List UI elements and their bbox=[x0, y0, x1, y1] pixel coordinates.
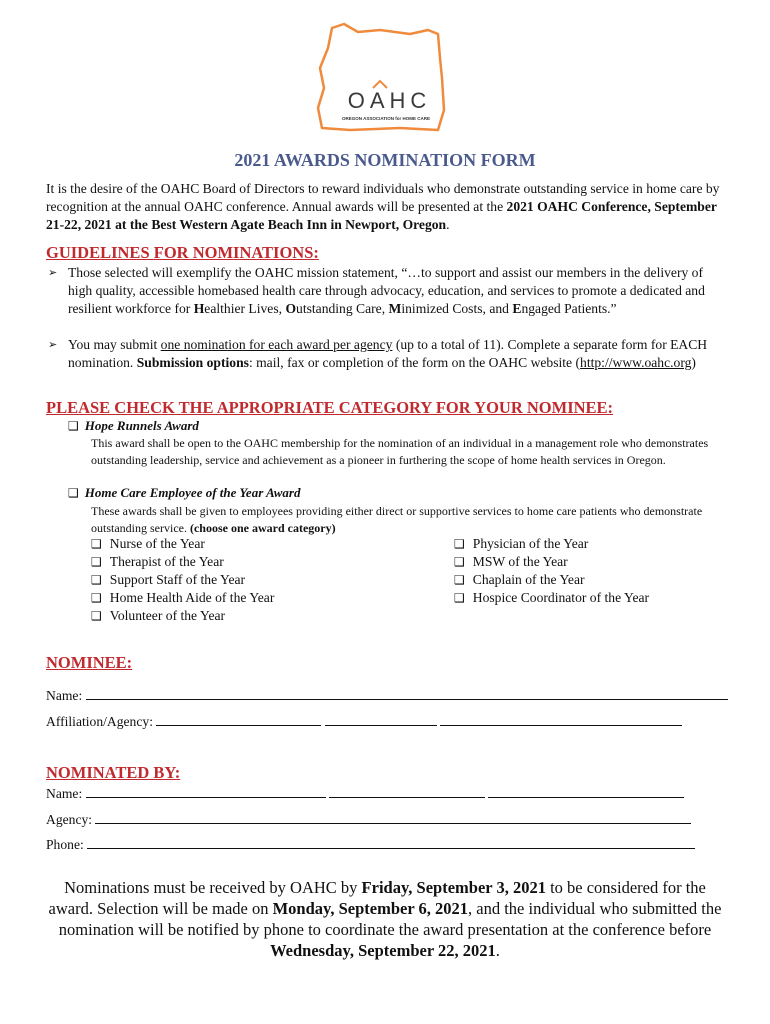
checkbox-icon[interactable]: ❑ bbox=[91, 609, 102, 623]
intro-paragraph: It is the desire of the OAHC Board of Directors to reward individuals who demonstrate outstanding service in home care by recognition at the annual OAHC conference. Annual awards will be presented at the 2021 OAHC Conference, September 21-22, 2021 at the Best Western Agate Beach Inn in Newport, Oregon. bbox=[46, 181, 720, 232]
option-therapist[interactable]: ❑ Therapist of the Year bbox=[91, 554, 224, 569]
checkbox-icon[interactable]: ❑ bbox=[91, 573, 102, 587]
award-home-care-employee-description: These awards shall be given to employees providing either direct or supportive services to home care patients who demonstrate outstanding service. (choose one award category) bbox=[91, 504, 703, 535]
nominee-name-field bbox=[46, 688, 728, 704]
award-home-care-employee[interactable]: ❑ Home Care Employee of the Year Award bbox=[68, 485, 301, 500]
nominee-affiliation-input[interactable] bbox=[156, 714, 321, 726]
arrow-bullet-icon: ➢ bbox=[48, 338, 58, 351]
nominee-affiliation-label: Affiliation/Agency: bbox=[46, 714, 153, 729]
nominee-heading: NOMINEE: bbox=[46, 653, 133, 672]
option-hospice-coordinator[interactable]: ❑ Hospice Coordinator of the Year bbox=[454, 590, 650, 605]
nominator-name-input-3[interactable] bbox=[488, 786, 684, 798]
guideline-bullet-submission: ➢ You may submit one nomination for each award per agency (up to a total of 11). Complete a separate form for EACH nomination. Submission options: mail, fax or completion of the form on the OAHC website (http://www.oahc.org) bbox=[48, 337, 708, 370]
logo-subtitle: OREGON ASSOCIATION for HOME CARE bbox=[341, 116, 430, 121]
option-msw[interactable]: ❑ MSW of the Year bbox=[454, 554, 568, 569]
checkbox-icon[interactable]: ❑ bbox=[454, 537, 465, 551]
nominator-name-label: Name: bbox=[46, 786, 83, 801]
logo-text: OAHC bbox=[347, 88, 432, 113]
checkbox-icon[interactable]: ❑ bbox=[91, 591, 102, 605]
nominee-affiliation-field bbox=[46, 714, 682, 730]
form-title: 2021 AWARDS NOMINATION FORM bbox=[234, 150, 536, 170]
nominator-phone-field bbox=[46, 837, 695, 853]
option-chaplain[interactable]: ❑ Chaplain of the Year bbox=[454, 572, 585, 587]
nominee-name-input[interactable] bbox=[86, 688, 728, 700]
option-physician[interactable]: ❑ Physician of the Year bbox=[454, 536, 589, 551]
nominator-name-field bbox=[46, 786, 684, 802]
nominator-name-input-2[interactable] bbox=[329, 786, 485, 798]
nominator-agency-field bbox=[46, 812, 691, 828]
checkbox-icon[interactable]: ❑ bbox=[454, 555, 465, 569]
nominee-affiliation-input-3[interactable] bbox=[440, 714, 682, 726]
option-volunteer[interactable]: ❑ Volunteer of the Year bbox=[91, 608, 226, 623]
nominee-name-label: Name: bbox=[46, 688, 83, 703]
checkbox-icon[interactable]: ❑ bbox=[68, 419, 79, 433]
guideline-bullet-mission: ➢ Those selected will exemplify the OAHC mission statement, “…to support and assist our members in the delivery of high quality, accessible homebased health care through advocacy, education, and services to promote a dedicated and resilient workforce for Healthier Lives, Outstanding Care, Minimized Costs, and Engaged Patients.” bbox=[48, 265, 705, 316]
nominator-agency-label: Agency: bbox=[46, 812, 93, 827]
oahc-logo bbox=[310, 18, 460, 136]
award-hope-runnels[interactable]: ❑ Hope Runnels Award bbox=[68, 418, 199, 433]
nominator-name-input[interactable] bbox=[86, 786, 326, 798]
nominee-affiliation-input-2[interactable] bbox=[325, 714, 437, 726]
nominator-agency-input[interactable] bbox=[95, 812, 691, 824]
option-support-staff[interactable]: ❑ Support Staff of the Year bbox=[91, 572, 246, 587]
arrow-bullet-icon: ➢ bbox=[48, 266, 58, 279]
award-hope-runnels-description: This award shall be open to the OAHC membership for the nomination of an individual in a management role who demonstrates outstanding leadership, service and achievement as a pioneer in furthering the scope of home health services in Oregon. bbox=[91, 436, 709, 467]
checkbox-icon[interactable]: ❑ bbox=[454, 573, 465, 587]
nominator-phone-label: Phone: bbox=[46, 837, 84, 852]
deadline-notice: Nominations must be received by OAHC by Friday, September 3, 2021 to be considered for the award. Selection will be made on Monday, September 6, 2021, and the individual who submitted the nomination will be notified by phone to coordinate the award presentation at the conference before Wednesday, September 22, 2021. bbox=[48, 878, 722, 960]
option-home-health-aide[interactable]: ❑ Home Health Aide of the Year bbox=[91, 590, 275, 605]
checkbox-icon[interactable]: ❑ bbox=[91, 555, 102, 569]
checkbox-icon[interactable]: ❑ bbox=[91, 537, 102, 551]
checkbox-icon[interactable]: ❑ bbox=[68, 486, 79, 500]
nominator-phone-input[interactable] bbox=[87, 837, 695, 849]
guidelines-heading: GUIDELINES FOR NOMINATIONS: bbox=[46, 243, 319, 262]
category-heading: PLEASE CHECK THE APPROPRIATE CATEGORY FOR YOUR NOMINEE: bbox=[46, 398, 614, 417]
option-nurse[interactable]: ❑ Nurse of the Year bbox=[91, 536, 205, 551]
oahc-website-link[interactable]: http://www.oahc.org bbox=[580, 355, 692, 370]
checkbox-icon[interactable]: ❑ bbox=[454, 591, 465, 605]
nominated-by-heading: NOMINATED BY: bbox=[46, 763, 181, 782]
